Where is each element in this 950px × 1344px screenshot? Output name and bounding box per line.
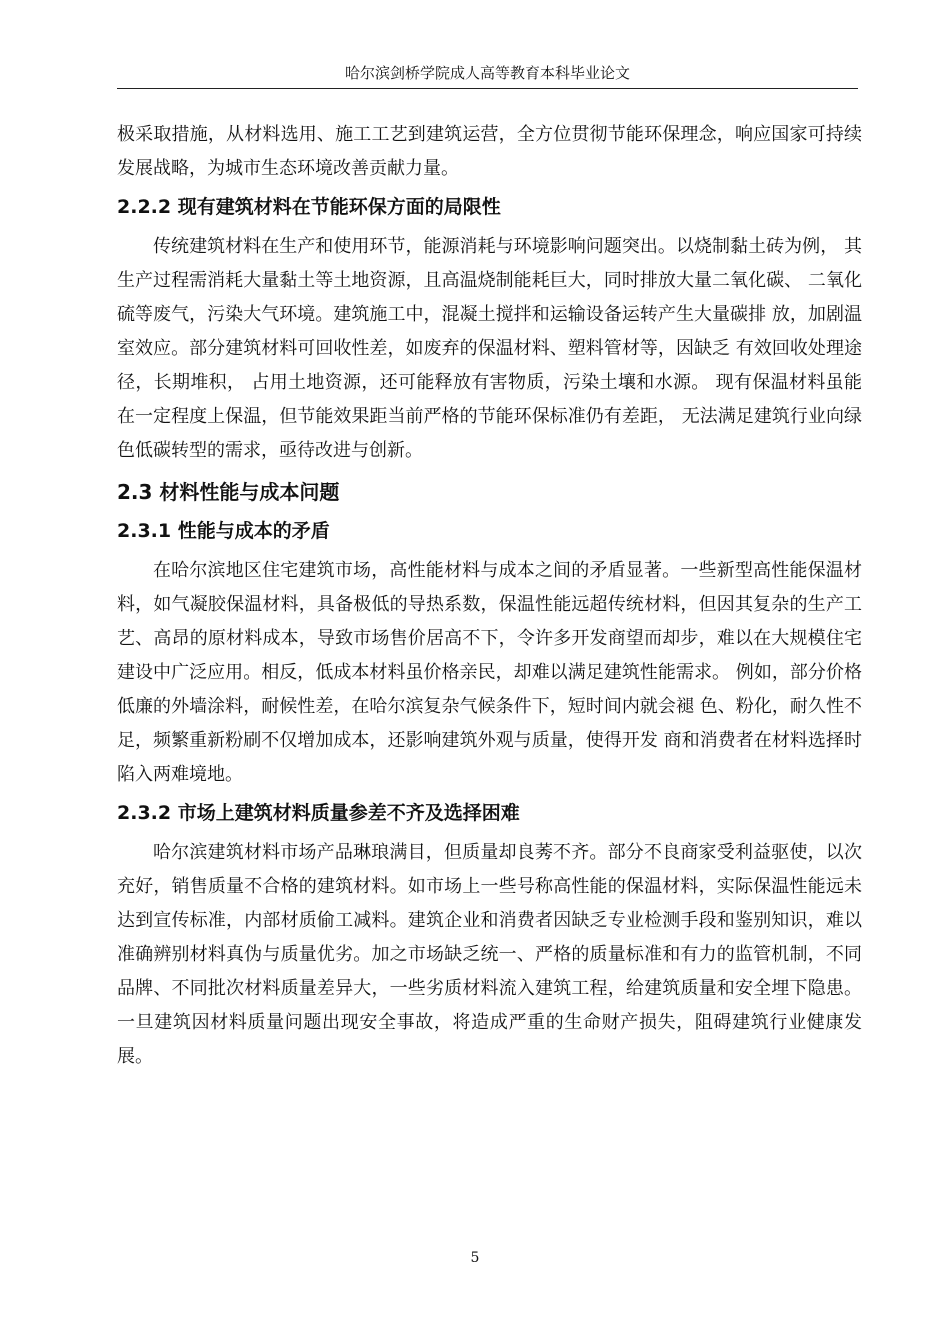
heading-2-3-2: 2.3.2 市场上建筑材料质量参差不齐及选择困难 bbox=[117, 802, 520, 824]
page-number: 5 bbox=[470, 1250, 480, 1266]
header-title: 哈尔滨剑桥学院成人高等教育本科毕业论文 bbox=[344, 64, 630, 82]
paragraph-2-3-2: 哈尔滨建筑材料市场产品琳琅满目，但质量却良莠不齐。部分不良商家受利益驱使，以次充好，销售质量不合格的建筑材料。如市场上一些号称高性能的保温材料，实际保温性能远未达到宣传标准，内部材质偷工减料。建筑企业和消费者因缺乏专业检测手段和鉴别知识，难以准确辨别材料真伪与质量优劣。加之市场缺乏统一、严格的质量标准和有力的监管机制，不同品牌、不同批次材料质量差异大，一些劣质材料流入建筑工程，给建筑质量和安全埋下隐患。一旦建筑因材料质量问题出现安全事故，将造成严重的生命财产损失，阻碍建筑行业健康发展。 bbox=[117, 842, 862, 1067]
intro-paragraph: 极采取措施，从材料选用、施工工艺到建筑运营，全方位贯彻节能环保理念，响应国家可持续发展战略，为城市生态环境改善贡献力量。 bbox=[117, 124, 862, 179]
page-header bbox=[117, 60, 858, 89]
paragraph-2-3-1: 在哈尔滨地区住宅建筑市场，高性能材料与成本之间的矛盾显著。一些新型高性能保温材料，如气凝胶保温材料，具备极低的导热系数，保温性能远超传统材料，但因其复杂的生产工艺、高昂的原材料成本，导致市场售价居高不下，令许多开发商望而却步，难以在大规模住宅建设中广泛应用。相反，低成本材料虽价格亲民，却难以满足建筑性能需求。 例如，部分价格低廉的外墙涂料，耐候性差，在哈尔滨复杂气候条件下，短时间内就会褪 色、粉化，耐久性不足，频繁重新粉刷不仅增加成本，还影响建筑外观与质量，使得开发 商和消费者在材料选择时陷入两难境地。 bbox=[117, 560, 862, 785]
heading-2-2-2: 2.2.2 现有建筑材料在节能环保方面的局限性 bbox=[117, 196, 501, 218]
page-body bbox=[117, 118, 862, 1074]
page-footer bbox=[0, 1250, 950, 1266]
heading-2-3-1: 2.3.1 性能与成本的矛盾 bbox=[117, 520, 330, 542]
paragraph-2-2-2: 传统建筑材料在生产和使用环节，能源消耗与环境影响问题突出。以烧制黏土砖为例， 其生产过程需消耗大量黏土等土地资源，且高温烧制能耗巨大，同时排放大量二氧化碳、 二氧化硫等废气，污染大气环境。建筑施工中，混凝土搅拌和运输设备运转产生大量碳排 放，加剧温室效应。部分建筑材料可回收性差，如废弃的保温材料、塑料管材等，因缺乏 有效回收处理途径，长期堆积， 占用土地资源，还可能释放有害物质，污染土壤和水源。 现有保温材料虽能在一定程度上保温，但节能效果距当前严格的节能环保标准仍有差距， 无法满足建筑行业向绿色低碳转型的需求，亟待改进与创新。 bbox=[117, 236, 862, 461]
heading-2-3: 2.3 材料性能与成本问题 bbox=[117, 480, 340, 504]
